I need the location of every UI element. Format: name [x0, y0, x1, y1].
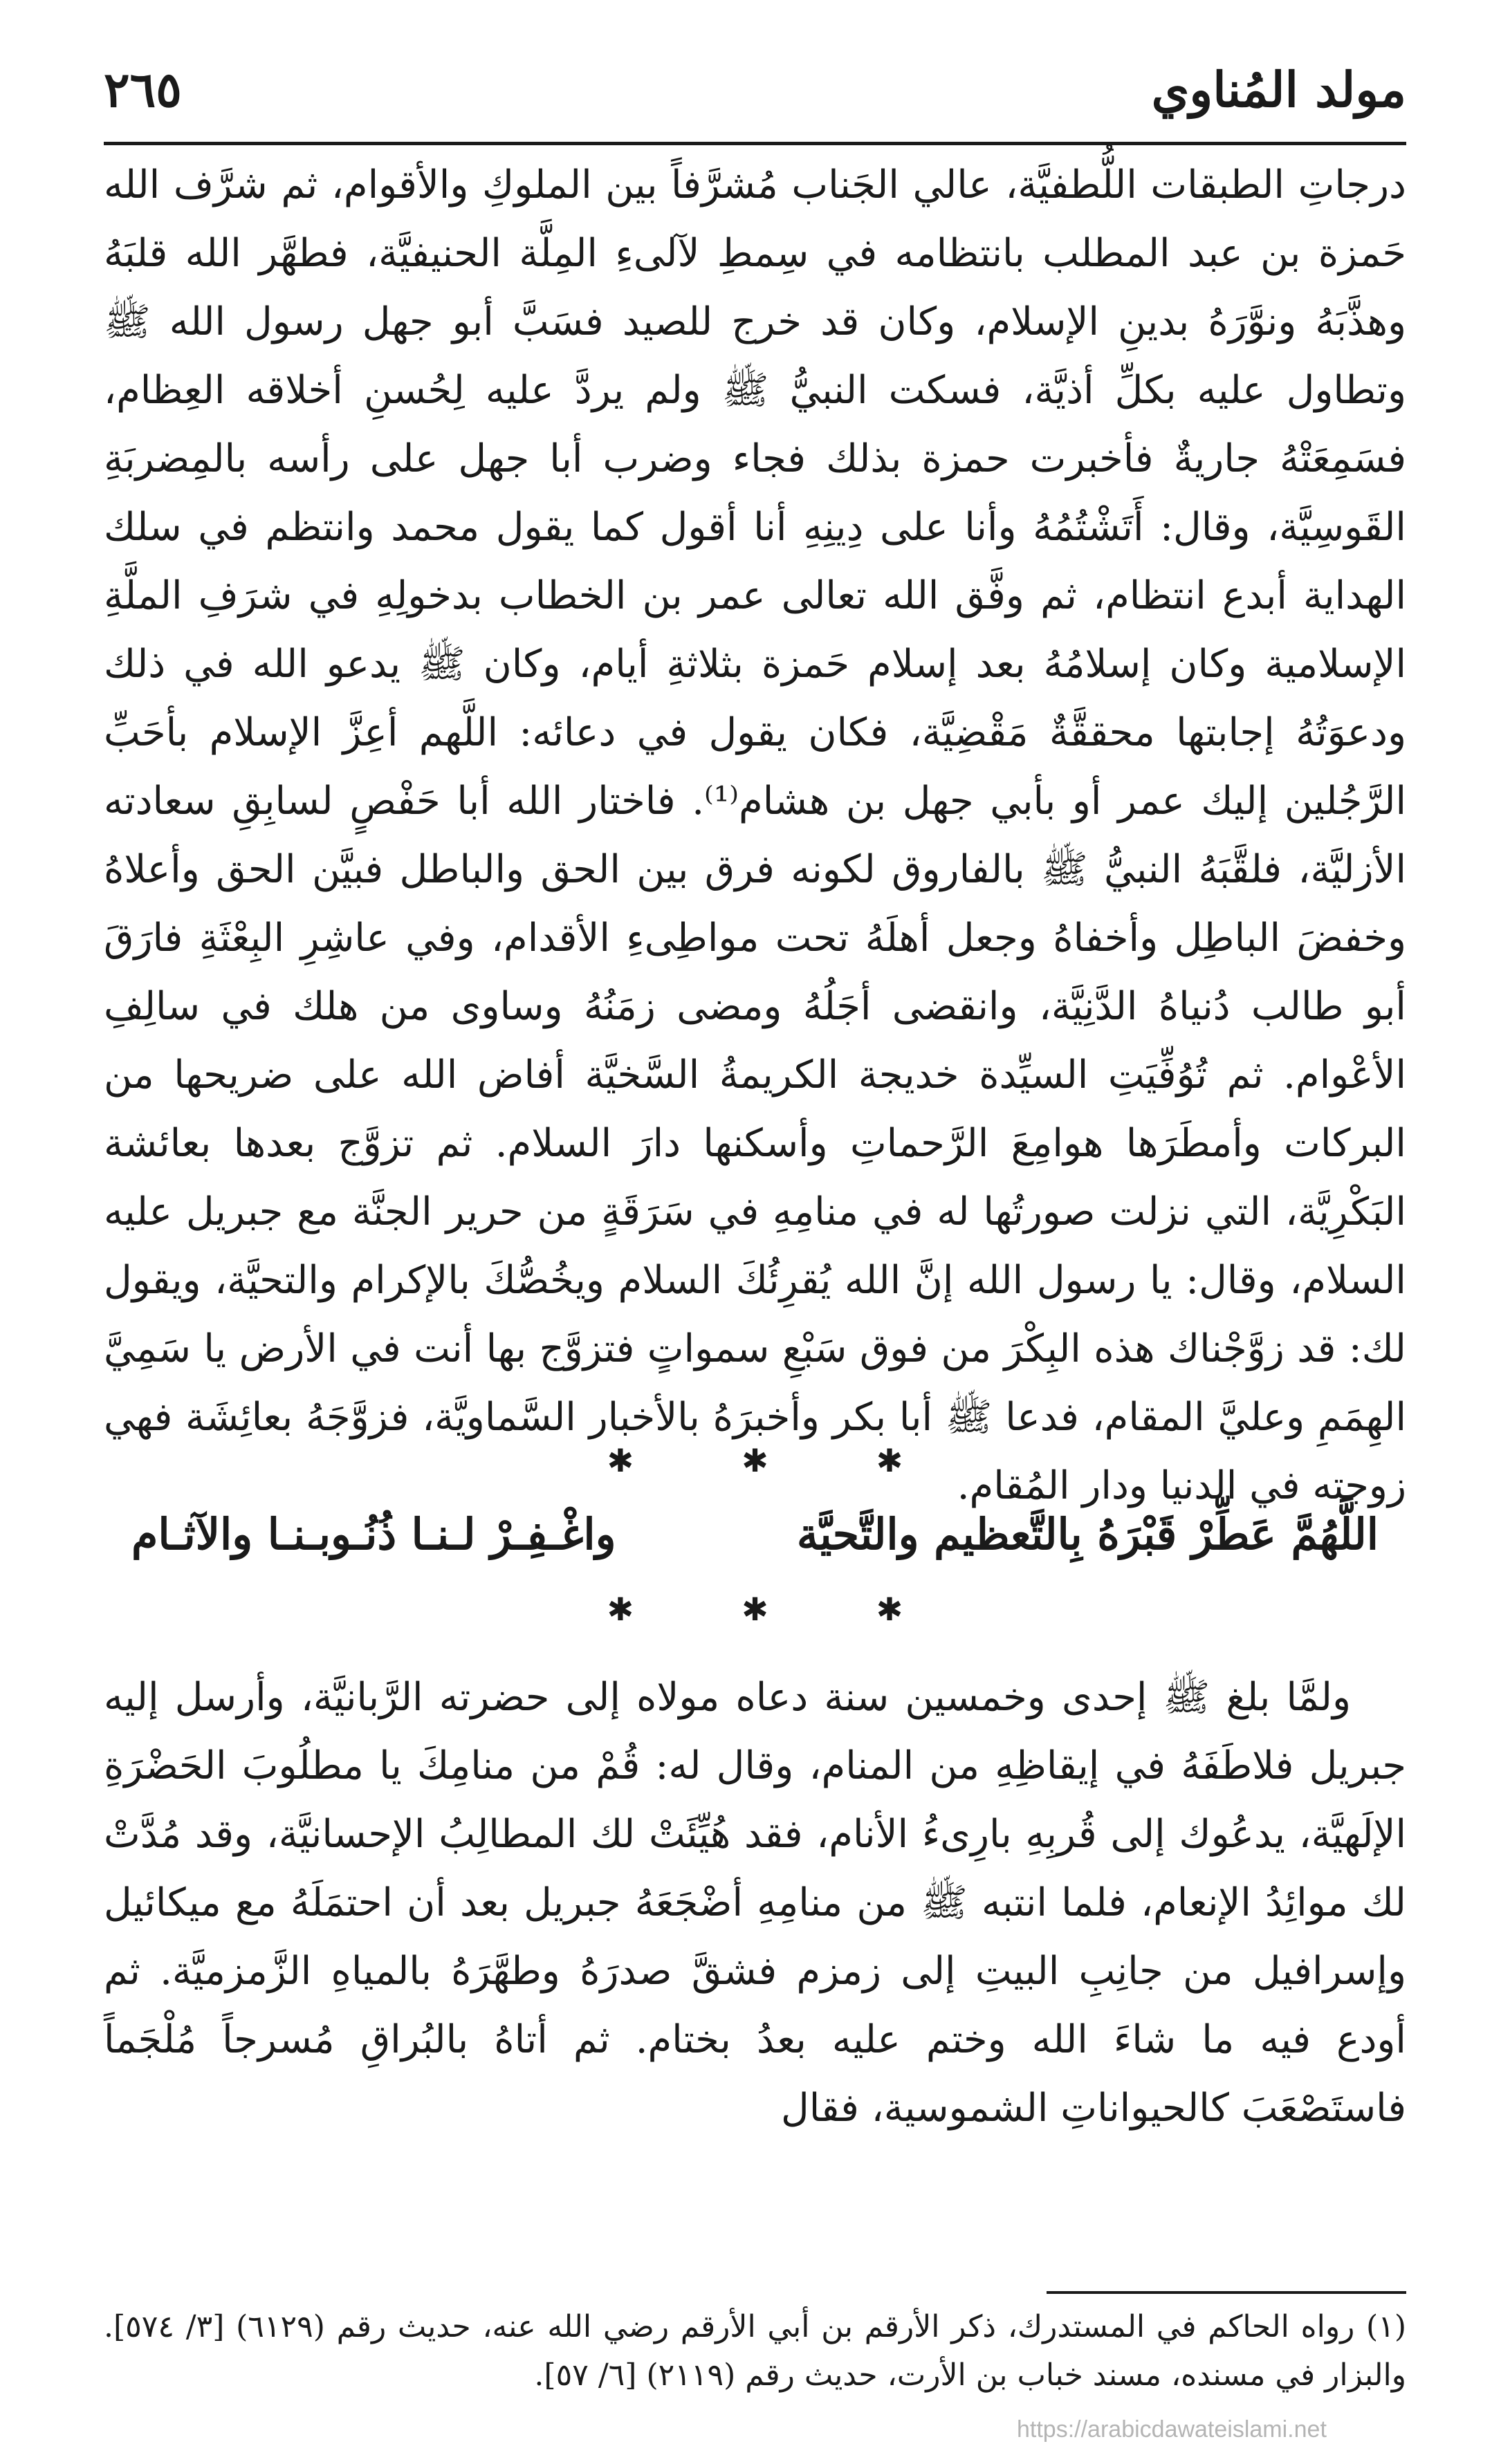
running-title: مولد المُناوي: [1151, 61, 1406, 118]
star-ornament: ✱: [607, 1591, 634, 1628]
star-separator-bottom: [104, 1591, 1406, 1628]
poem-couplet: [104, 1494, 1406, 1570]
star-ornament: ✱: [742, 1591, 768, 1628]
paragraph-1: درجاتِ الطبقات اللُّطفيَّة، عالي الجَناب مُشرَّفاً بين الملوكِ والأقوام، ثم شرَّف الله حَمزة بن عبد المطلب بانتظامه في سِمطِ لآلىءِ المِلَّة الحنيفيَّة، فطهَّر الله قلبَهُ وهذَّبَهُ ونوَّرَهُ بدينِ الإسلام، وكان قد خرج للصيد فسَبَّ أبو جهل رسول الله ﷺ وتطاول عليه بكلِّ أذيَّة، فسكت النبيُّ ﷺ ولم يردَّ عليه لِحُسنِ أخلاقه العِظام، فسَمِعَتْهُ جاريةٌ فأخبرت حمزة بذلك فجاء وضرب أبا جهل على رأسه بالمِضربَةِ القَوسِيَّة، وقال: أَتَشْتُمُهُ وأنا على دِينِهِ أنا أقول كما يقول محمد وانتظم في سلك الهداية أبدع انتظام، ثم وفَّق الله تعالى عمر بن الخطاب بدخولِهِ في شرَفِ الملَّةِ الإسلامية وكان إسلامُهُ بعد إسلام حَمزة بثلاثةِ أيام، وكان ﷺ يدعو الله في ذلك ودعوَتُهُ إجابتها محققَّةٌ مَقْضِيَّة، فكان يقول في دعائه: اللَّهم أعِزَّ الإسلام بأحَبِّ الرَّجُلين إليك عمر أو بأبي جهل بن هشام⁽¹⁾. فاختار الله أبا حَفْصٍ لسابِقِ سعادته الأزليَّة، فلقَّبَهُ النبيُّ ﷺ بالفاروق لكونه فرق بين الحق والباطل فبيَّن الحق وأعلاهُ وخفضَ الباطِل وأخفاهُ وجعل أهلَهُ تحت مواطِىءِ الأقدام، وفي عاشِرِ البِعْثَةِ فارَقَ أبو طالب دُنياهُ الدَّنِيَّة، وانقضى أجَلُهُ ومضى زمَنُهُ وساوى من هلك في سالِفِ الأعْوام. ثم تُوُفِّيَتِ السيِّدة خديجة الكريمةُ السَّخيَّة أفاض الله على ضريحها من البركات وأمطَرَها هوامِعَ الرَّحماتِ وأسكنها دارَ السلام. ثم تزوَّج بعدها بعائشة البَكْرِيَّة، التي نزلت صورتُها له في منامِهِ في سَرَقَةٍ من حرير الجنَّة مع جبريل عليه السلام، وقال: يا رسول الله إنَّ الله يُقرِئُكَ السلام ويخُصُّكَ بالإكرام والتحيَّة، ويقول لك: قد زوَّجْناك هذه البِكْرَ من فوق سَبْعِ سمواتٍ فتزوَّج بها أنت في الأرض يا سَمِيَّ الهِمَمِ وعليَّ المقام، فدعا ﷺ أبا بكر وأخبرَهُ بالأخبار السَّماويَّة، فزوَّجَهُ بعائِشَة فهي زوجته في الدنيا ودار المُقام.: [104, 163, 1407, 1508]
page-number: ٢٦٥: [104, 61, 182, 118]
paragraph-2: ولمَّا بلغ ﷺ إحدى وخمسين سنة دعاه مولاه إلى حضرته الرَّبانيَّة، وأرسل إليه جبريل فلاطَفَهُ في إيقاظِهِ من المنام، وقال له: قُمْ من منامِكَ يا مطلُوبَ الحَضْرَةِ الإلَهيَّة، يدعُوك إلى قُربِهِ بارِىءُ الأنام، فقد هُيِّئَتْ لك المطالِبُ الإحسانيَّة، وقد مُدَّتْ لك موائِدُ الإنعام، فلما انتبه ﷺ من منامِهِ أضْجَعَهُ جبريل بعد أن احتمَلَهُ مع ميكائيل وإسرافيل من جانِبِ البيتِ إلى زمزم فشقَّ صدرَهُ وطهَّرَهُ بالمياهِ الزَّمزميَّة. ثم أودع فيه ما شاءَ الله وختم عليه بعدُ بختام. ثم أتاهُ بالبُراقِ مُسرجاً مُلْجَماً فاستَصْعَبَ كالحيواناتِ الشموسية، فقال: [104, 1675, 1407, 2131]
couplet-second-hemistich: واغْـفِـرْ لـنـا ذُنُـوبـنـا والآثـام: [131, 1509, 616, 1559]
couplet-first-hemistich: اللَّهُمَّ عَطِّرْ قَبْرَهُ بِالتَّعظيم والتَّحيَّة: [796, 1509, 1379, 1559]
star-ornament: ✱: [876, 1591, 903, 1628]
watermark-url: https://arabicdawateislami.net: [1017, 2416, 1327, 2443]
star-ornament: ✱: [607, 1442, 634, 1479]
page-header: [104, 41, 1406, 124]
header-rule: [104, 142, 1406, 145]
star-ornament: ✱: [742, 1442, 768, 1479]
star-separator-top: [104, 1442, 1406, 1479]
star-ornament: ✱: [876, 1442, 903, 1479]
footnote: (١) رواه الحاكم في المستدرك، ذكر الأرقم بن أبي الأرقم رضي الله عنه، حديث رقم (٦١٢٩) [٣/ ٥٧٤]. والبزار في مسنده، مسند خباب بن الأرت، حديث رقم (٢١١٩) [٦/ ٥٧].: [104, 2309, 1406, 2393]
footnote-rule: [1047, 2291, 1406, 2294]
